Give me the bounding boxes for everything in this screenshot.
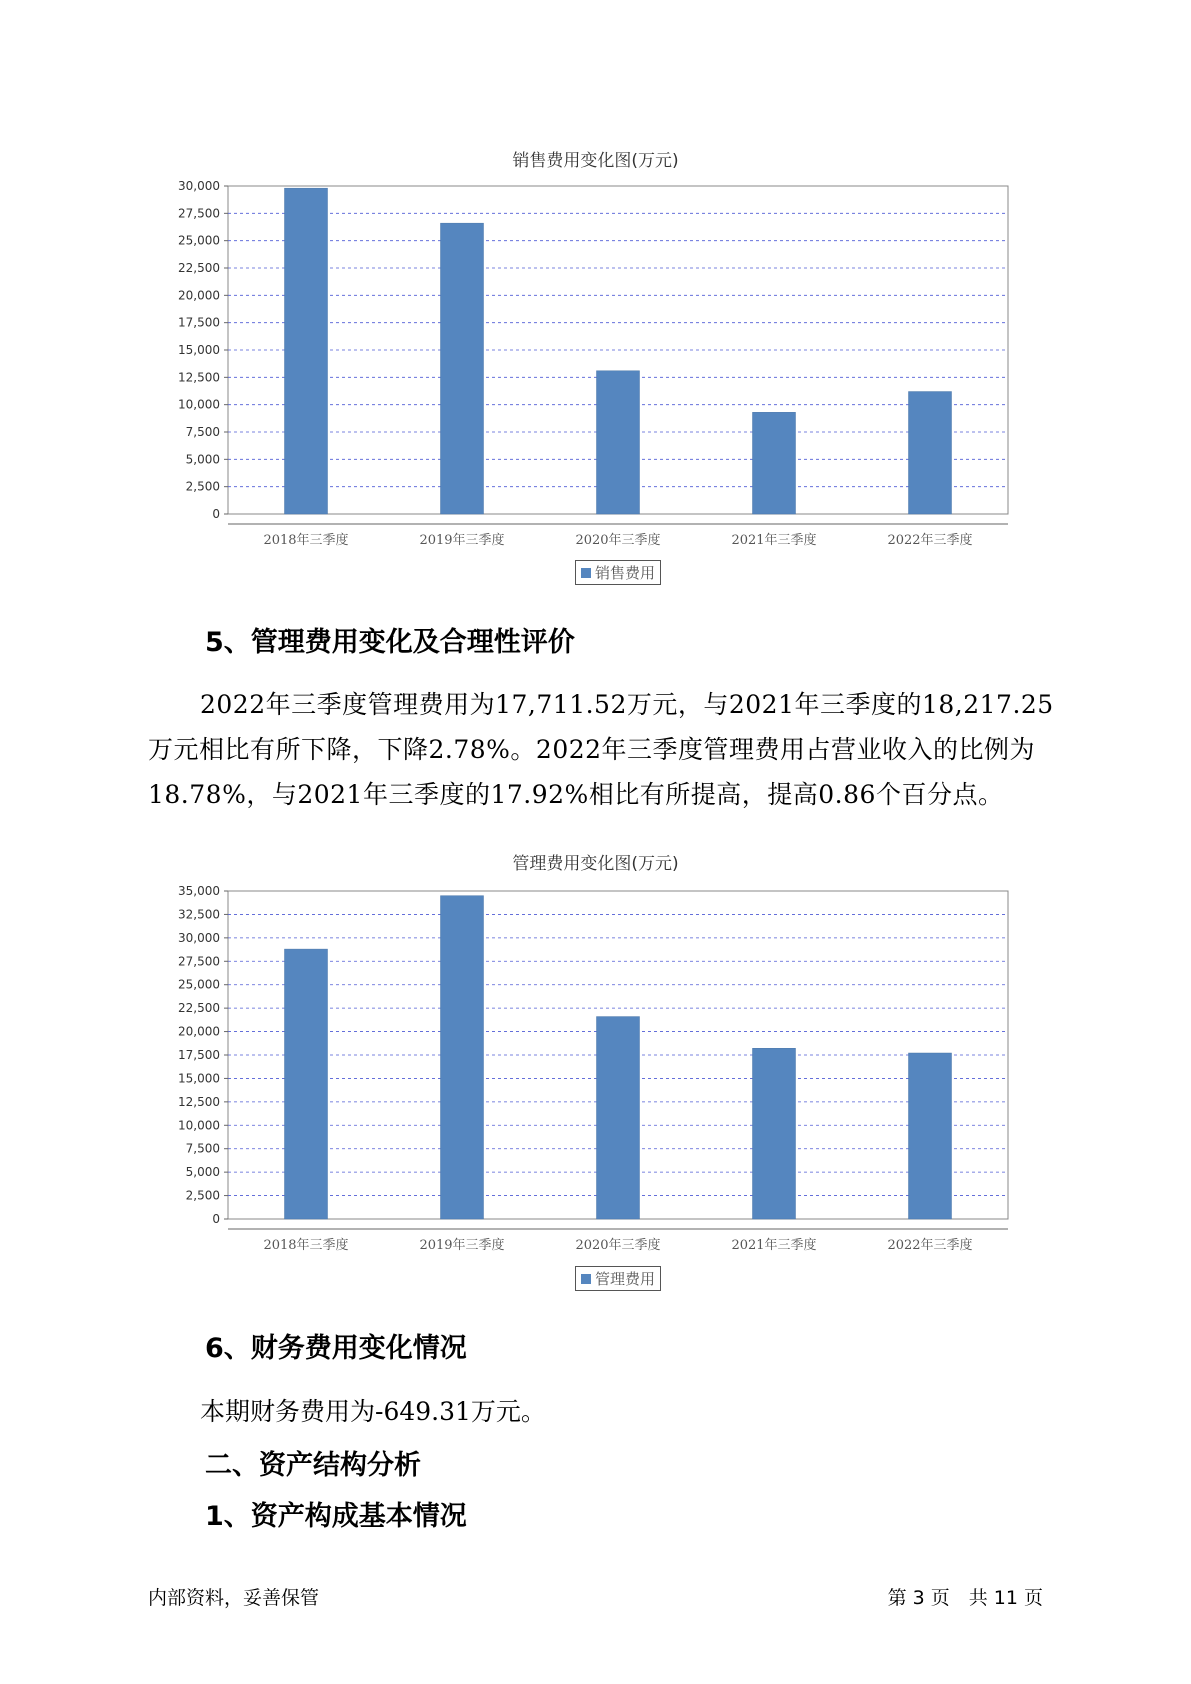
y-tick-label: 20,000 — [178, 1024, 220, 1039]
admin-expense-chart — [0, 875, 1191, 1255]
bar — [597, 371, 640, 514]
y-tick-label: 32,500 — [178, 907, 220, 922]
section-6-heading: 6、财务费用变化情况 — [205, 1333, 467, 1364]
bar — [597, 1017, 640, 1219]
bar — [285, 188, 328, 514]
y-tick-label: 22,500 — [178, 1001, 220, 1016]
legend-swatch — [581, 568, 591, 578]
sales-chart-legend — [575, 560, 661, 585]
section-6-paragraph: 本期财务费用为-649.31万元。 — [200, 1397, 546, 1426]
y-tick-label: 22,500 — [178, 261, 220, 275]
y-tick-label: 35,000 — [178, 884, 220, 898]
x-tick-label: 2021年三季度 — [731, 1238, 817, 1253]
y-tick-label: 20,000 — [178, 288, 220, 303]
part-2-section-1-heading: 1、资产构成基本情况 — [205, 1501, 467, 1532]
y-tick-label: 10,000 — [178, 397, 220, 412]
bar — [441, 223, 484, 514]
x-tick-label: 2022年三季度 — [887, 533, 973, 548]
y-tick-label: 30,000 — [178, 930, 220, 945]
y-tick-label: 12,500 — [178, 1094, 220, 1109]
admin-chart-legend — [575, 1266, 661, 1291]
x-tick-label: 2019年三季度 — [419, 533, 505, 548]
bar — [285, 949, 328, 1219]
footer-page-number: 第 3 页 共 11 页 — [887, 1587, 1043, 1609]
x-tick-label: 2020年三季度 — [575, 1238, 661, 1253]
bar — [909, 1053, 952, 1219]
sales-chart-title: 销售费用变化图(万元) — [512, 151, 679, 171]
x-tick-label: 2022年三季度 — [887, 1238, 973, 1253]
y-tick-label: 15,000 — [178, 1071, 220, 1086]
legend-label: 销售费用 — [594, 564, 655, 582]
section-5-paragraph: 2022年三季度管理费用为17,711.52万元，与2021年三季度的18,217.25万元相比有所下降，下降2.78%。2022年三季度管理费用占营业收入的比例为18.78%，与2021年三季度的17.92%相比有所提高，提高0.86个百分点。 — [148, 690, 1054, 809]
bar — [909, 392, 952, 514]
y-tick-label: 25,000 — [178, 977, 220, 992]
y-tick-label: 27,500 — [178, 206, 220, 221]
y-tick-label: 10,000 — [178, 1118, 220, 1133]
y-tick-label: 15,000 — [178, 343, 220, 357]
x-tick-label: 2019年三季度 — [419, 1238, 505, 1253]
x-tick-label: 2020年三季度 — [575, 533, 661, 548]
y-tick-label: 30,000 — [178, 179, 220, 193]
section-5-heading: 5、管理费用变化及合理性评价 — [205, 627, 575, 658]
x-tick-label: 2018年三季度 — [263, 1238, 349, 1253]
y-tick-label: 0 — [212, 1212, 220, 1226]
y-tick-label: 7,500 — [185, 425, 220, 439]
y-tick-label: 2,500 — [185, 1188, 220, 1203]
bar — [753, 412, 796, 514]
y-tick-label: 5,000 — [185, 1165, 220, 1180]
y-tick-label: 17,500 — [178, 1048, 220, 1062]
y-tick-label: 12,500 — [178, 370, 220, 385]
legend-swatch — [581, 1274, 591, 1284]
y-tick-label: 27,500 — [178, 954, 220, 969]
bar — [441, 896, 484, 1219]
part-2-heading: 二、资产结构分析 — [205, 1450, 421, 1481]
y-tick-label: 2,500 — [185, 479, 220, 494]
y-tick-label: 17,500 — [178, 315, 220, 330]
bar — [753, 1048, 796, 1219]
footer-confidential-note: 内部资料，妥善保管 — [148, 1587, 320, 1609]
y-tick-label: 25,000 — [178, 233, 220, 248]
legend-label: 管理费用 — [594, 1270, 655, 1288]
admin-chart-title: 管理费用变化图(万元) — [512, 854, 679, 874]
x-tick-label: 2018年三季度 — [263, 533, 349, 548]
y-tick-label: 0 — [212, 507, 220, 521]
y-tick-label: 7,500 — [185, 1141, 220, 1156]
sales-expense-chart — [0, 170, 1191, 550]
x-tick-label: 2021年三季度 — [731, 533, 817, 548]
y-tick-label: 5,000 — [185, 452, 220, 467]
